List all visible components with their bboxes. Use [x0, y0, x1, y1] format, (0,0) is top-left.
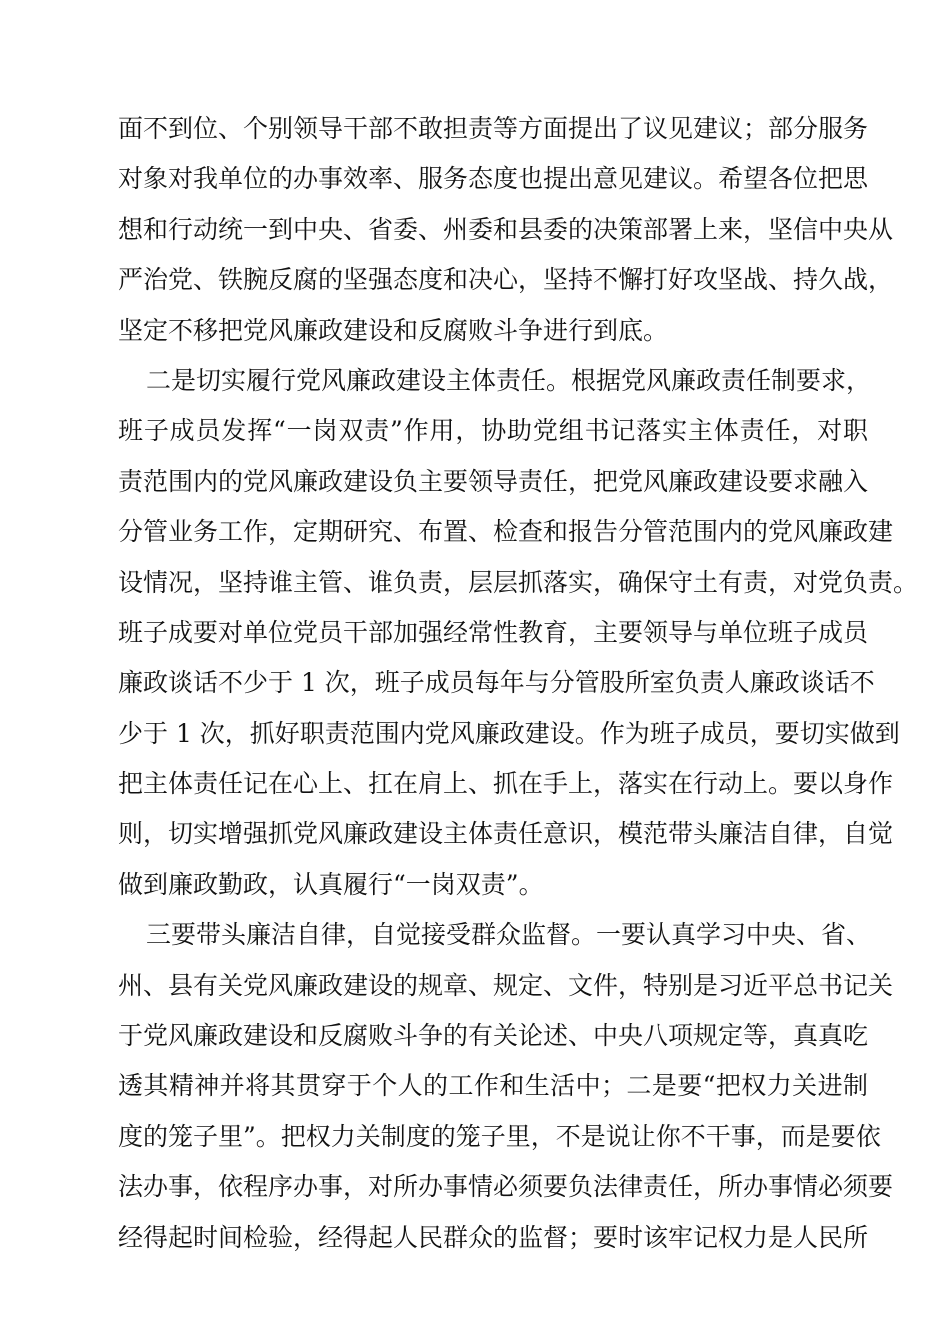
paragraph-3	[118, 910, 894, 1263]
text-line: 二是切实履行党风廉政建设主体责任。根据党风廉政责任制要求，	[146, 365, 872, 395]
text-line: 分管业务工作，定期研究、布置、检查和报告分管范围内的党风廉政建	[118, 517, 894, 547]
text-line: 州、县有关党风廉政建设的规章、规定、文件，特别是习近平总书记关	[118, 970, 894, 1000]
text-line: 做到廉政勤政，认真履行“一岗双责”。	[118, 869, 544, 899]
text-line: 廉政谈话不少于 1 次，班子成员每年与分管股所室负责人廉政谈话不	[118, 668, 875, 698]
text-line: 于党风廉政建设和反腐败斗争的有关论述、中央八项规定等，真真吃	[118, 1021, 869, 1051]
text-line: 想和行动统一到中央、省委、州委和县委的决策部署上来，坚信中央从	[118, 214, 894, 244]
body-text	[118, 104, 919, 1263]
paragraph-1	[118, 104, 894, 356]
text-line: 法办事，依程序办事，对所办事情必须要负法律责任，所办事情必须要	[118, 1172, 894, 1202]
paragraph-2	[118, 356, 919, 910]
text-line: 责范围内的党风廉政建设负主要领导责任，把党风廉政建设要求融入	[118, 466, 869, 496]
text-line: 严治党、铁腕反腐的坚强态度和决心，坚持不懈打好攻坚战、持久战，	[118, 265, 894, 295]
text-line: 设情况，坚持谁主管、谁负责，层层抓落实，确保守土有责，对党负责。	[118, 567, 919, 597]
text-line: 则，切实增强抓党风廉政建设主体责任意识，模范带头廉洁自律，自觉	[118, 819, 894, 849]
text-line: 班子成员发挥“一岗双责”作用，协助党组书记落实主体责任，对职	[118, 416, 868, 446]
text-line: 少于 1 次，抓好职责范围内党风廉政建设。作为班子成员，要切实做到	[118, 718, 900, 748]
text-line: 对象对我单位的办事效率、服务态度也提出意见建议。希望各位把思	[118, 164, 869, 194]
text-line: 班子成要对单位党员干部加强经常性教育，主要领导与单位班子成员	[118, 617, 869, 647]
text-line: 经得起时间检验，经得起人民群众的监督；要时该牢记权力是人民所	[118, 1222, 869, 1252]
text-line: 面不到位、个别领导干部不敢担责等方面提出了议见建议；部分服务	[118, 114, 869, 143]
text-line: 度的笼子里”。把权力关制度的笼子里，不是说让你不干事，而是要依	[118, 1121, 881, 1151]
text-line: 透其精神并将其贯穿于个人的工作和生活中；二是要“把权力关进制	[118, 1071, 868, 1101]
text-line: 把主体责任记在心上、扛在肩上、抓在手上，落实在行动上。要以身作	[118, 769, 894, 799]
text-line: 坚定不移把党风廉政建设和反腐败斗争进行到底。	[118, 315, 669, 345]
text-line: 三要带头廉洁自律，自觉接受群众监督。一要认真学习中央、省、	[146, 920, 872, 950]
